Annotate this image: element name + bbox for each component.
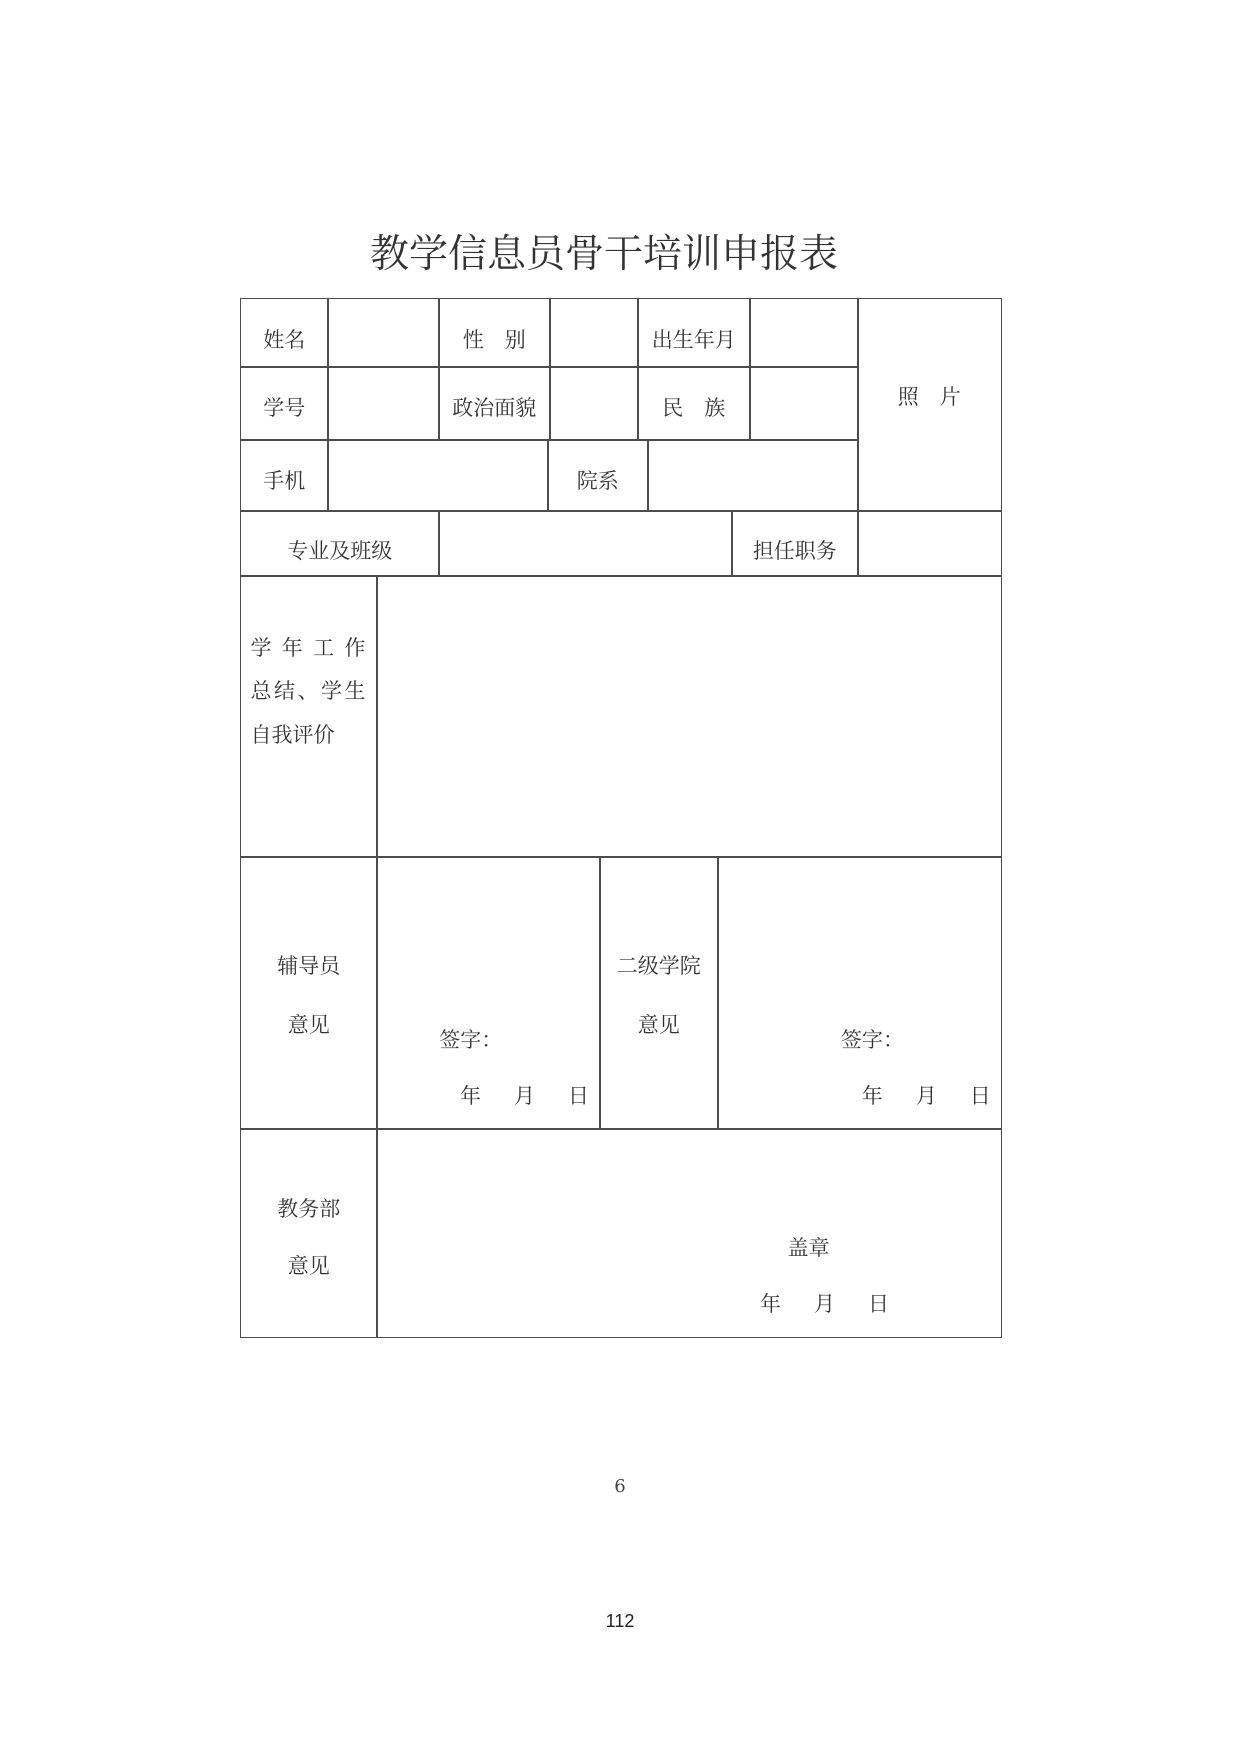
counselor-opinion-cell xyxy=(376,856,601,1130)
counselor-signature-label: 签字： xyxy=(439,1028,503,1053)
summary-label-line: 自我评价 xyxy=(250,722,335,747)
seal-label: 盖章 xyxy=(787,1236,830,1261)
student-id-label: 学号 xyxy=(263,395,306,420)
college-opinion-cell xyxy=(717,856,1002,1130)
student-id-value-cell xyxy=(327,366,440,441)
phone-label: 手机 xyxy=(263,468,306,493)
position-value-cell xyxy=(857,510,1002,577)
form-title: 教学信息员骨干培训申报表 xyxy=(369,232,838,277)
name-value-cell xyxy=(327,298,440,368)
political-status-label-cell xyxy=(438,366,551,441)
phone-value-cell xyxy=(327,439,549,512)
major-class-value-cell xyxy=(438,510,733,577)
department-label-cell xyxy=(547,439,649,512)
birth-date-label: 出生年月 xyxy=(651,327,736,352)
gender-label-cell xyxy=(438,298,551,368)
ethnicity-label-cell xyxy=(637,366,751,441)
ethnicity-label: 民 族 xyxy=(662,395,726,420)
birth-date-label-cell xyxy=(637,298,751,368)
position-label: 担任职务 xyxy=(752,539,837,564)
political-status-label: 政治面貌 xyxy=(452,395,537,420)
summary-label-cell xyxy=(240,575,378,858)
college-label: 二级学院 xyxy=(616,954,701,979)
application-form-table xyxy=(240,298,1002,1338)
gender-label: 性 别 xyxy=(462,327,526,352)
gender-value-cell xyxy=(549,298,639,368)
phone-label-cell xyxy=(240,439,329,512)
major-class-label: 专业及班级 xyxy=(287,539,393,564)
academic-affairs-label: 教务部 xyxy=(277,1197,341,1222)
major-class-label-cell xyxy=(240,510,440,577)
birth-date-value-cell xyxy=(749,298,859,368)
position-label-cell xyxy=(731,510,859,577)
ethnicity-value-cell xyxy=(749,366,859,441)
page-number: 6 xyxy=(614,1476,626,1497)
college-signature-label: 签字： xyxy=(841,1028,904,1053)
summary-content-cell xyxy=(376,575,1002,858)
academic-affairs-label-cell xyxy=(240,1128,378,1338)
name-label-cell xyxy=(240,298,329,368)
sheet-number: 112 xyxy=(605,1611,635,1631)
college-label-cell xyxy=(599,856,719,1130)
counselor-opinion-label: 意见 xyxy=(287,1012,330,1037)
department-value-cell xyxy=(647,439,859,512)
summary-label xyxy=(250,627,376,758)
college-date-label: 年 月 日 xyxy=(861,1084,997,1109)
summary-label-line: 学年工作 xyxy=(250,635,376,660)
political-status-value-cell xyxy=(549,366,639,441)
academic-affairs-opinion-label: 意见 xyxy=(287,1254,330,1279)
name-label: 姓名 xyxy=(263,327,306,352)
academic-affairs-date-label: 年 月 日 xyxy=(760,1292,895,1317)
summary-label-line: 总结、学生 xyxy=(250,679,368,704)
student-id-label-cell xyxy=(240,366,329,441)
photo-label: 照 片 xyxy=(897,384,961,409)
department-label: 院系 xyxy=(576,468,619,493)
photo-cell xyxy=(857,298,1002,512)
counselor-label: 辅导员 xyxy=(277,954,341,979)
counselor-date-label: 年 月 日 xyxy=(460,1084,595,1109)
academic-affairs-opinion-cell xyxy=(376,1128,1002,1338)
college-opinion-label: 意见 xyxy=(637,1012,680,1037)
counselor-label-cell xyxy=(240,856,378,1130)
